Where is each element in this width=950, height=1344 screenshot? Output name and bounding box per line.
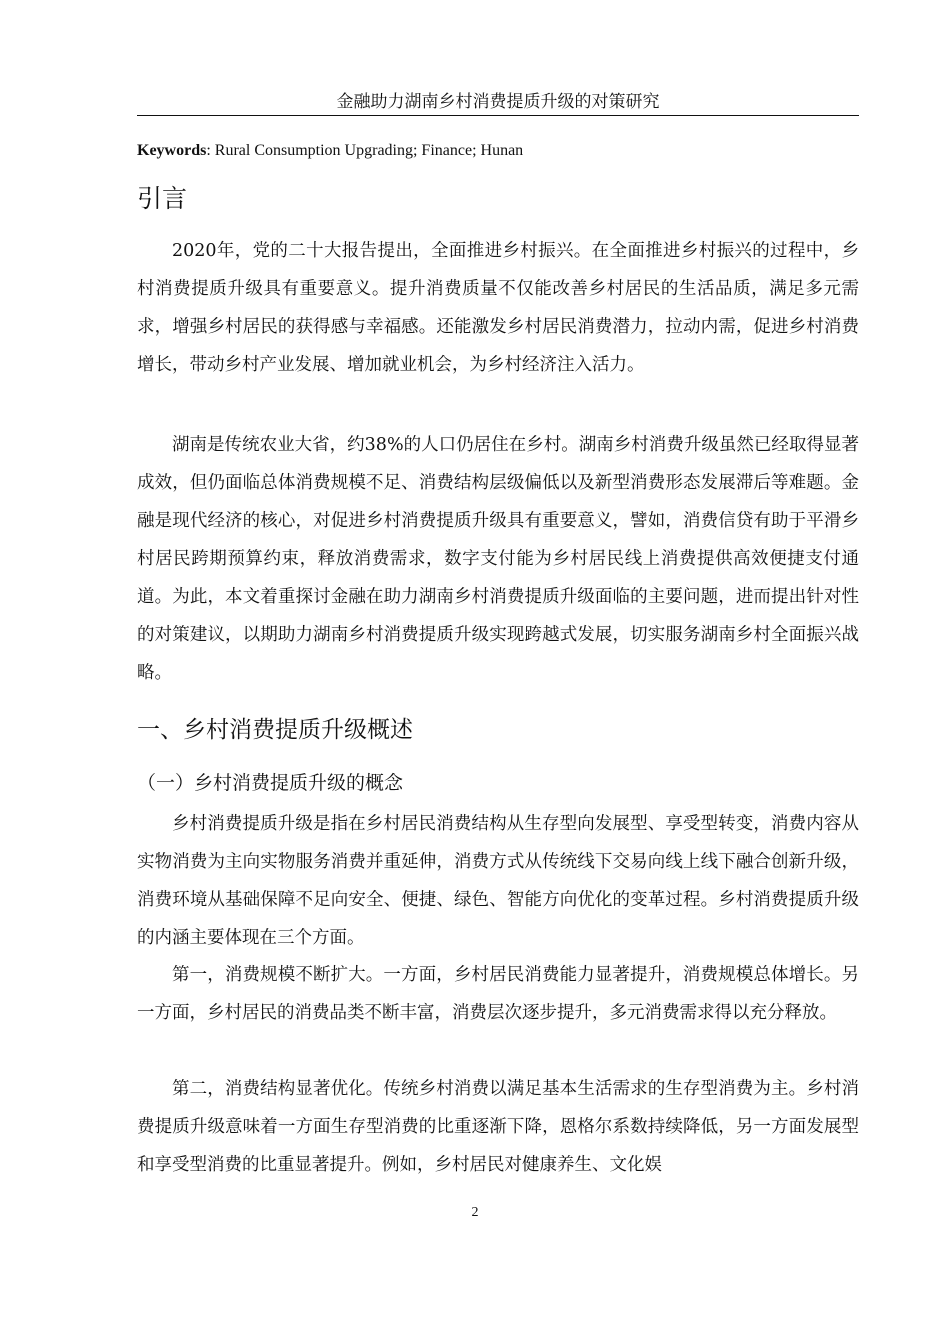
page-number: 2 (471, 1205, 479, 1220)
intro-paragraph-1: 2020年，党的二十大报告提出，全面推进乡村振兴。在全面推进乡村振兴的过程中，乡村消费提质升级具有重要意义。提升消费质量不仅能改善乡村居民的生活品质，满足多元需求，增强乡村居民的获得感与幸福感。还能激发乡村居民消费潜力，拉动内需，促进乡村消费增长，带动乡村产业发展、增加就业机会，为乡村经济注入活力。 (137, 241, 859, 375)
keywords-label: Keywords (137, 142, 207, 159)
intro-heading: 引言 (137, 184, 188, 213)
subsection-1-heading: （一）乡村消费提质升级的概念 (137, 772, 404, 794)
first-point-paragraph: 第一，消费规模不断扩大。一方面，乡村居民消费能力显著提升，消费规模总体增长。另一方面，乡村居民的消费品类不断丰富，消费层次逐步提升，多元消费需求得以充分释放。 (137, 965, 859, 1023)
keywords-line (137, 141, 523, 161)
second-point-paragraph: 第二，消费结构显著优化。传统乡村消费以满足基本生活需求的生存型消费为主。乡村消费提质升级意味着一方面生存型消费的比重逐渐下降，恩格尔系数持续降低，另一方面发展型和享受型消费的比重显著提升。例如，乡村居民对健康养生、文化娱 (137, 1079, 859, 1175)
keywords-value: : Rural Consumption Upgrading; Finance; Hunan (206, 142, 524, 159)
intro-paragraph-2: 湖南是传统农业大省，约38%的人口仍居住在乡村。湖南乡村消费升级虽然已经取得显著成效，但仍面临总体消费规模不足、消费结构层级偏低以及新型消费形态发展滞后等难题。金融是现代经济的核心，对促进乡村消费提质升级具有重要意义，譬如，消费信贷有助于平滑乡村居民跨期预算约束，释放消费需求，数字支付能为乡村居民线上消费提供高效便捷支付通道。为此，本文着重探讨金融在助力湖南乡村消费提质升级面临的主要问题，进而提出针对性的对策建议，以期助力湖南乡村消费提质升级实现跨越式发展，切实服务湖南乡村全面振兴战略。 (137, 435, 859, 683)
concept-paragraph: 乡村消费提质升级是指在乡村居民消费结构从生存型向发展型、享受型转变，消费内容从实物消费为主向实物服务消费并重延伸，消费方式从传统线下交易向线上线下融合创新升级，消费环境从基础保障不足向安全、便捷、绿色、智能方向优化的变革过程。乡村消费提质升级的内涵主要体现在三个方面。 (137, 814, 859, 948)
running-header: 金融助力湖南乡村消费提质升级的对策研究 (137, 92, 859, 116)
section-1-heading: 一、乡村消费提质升级概述 (137, 717, 413, 743)
